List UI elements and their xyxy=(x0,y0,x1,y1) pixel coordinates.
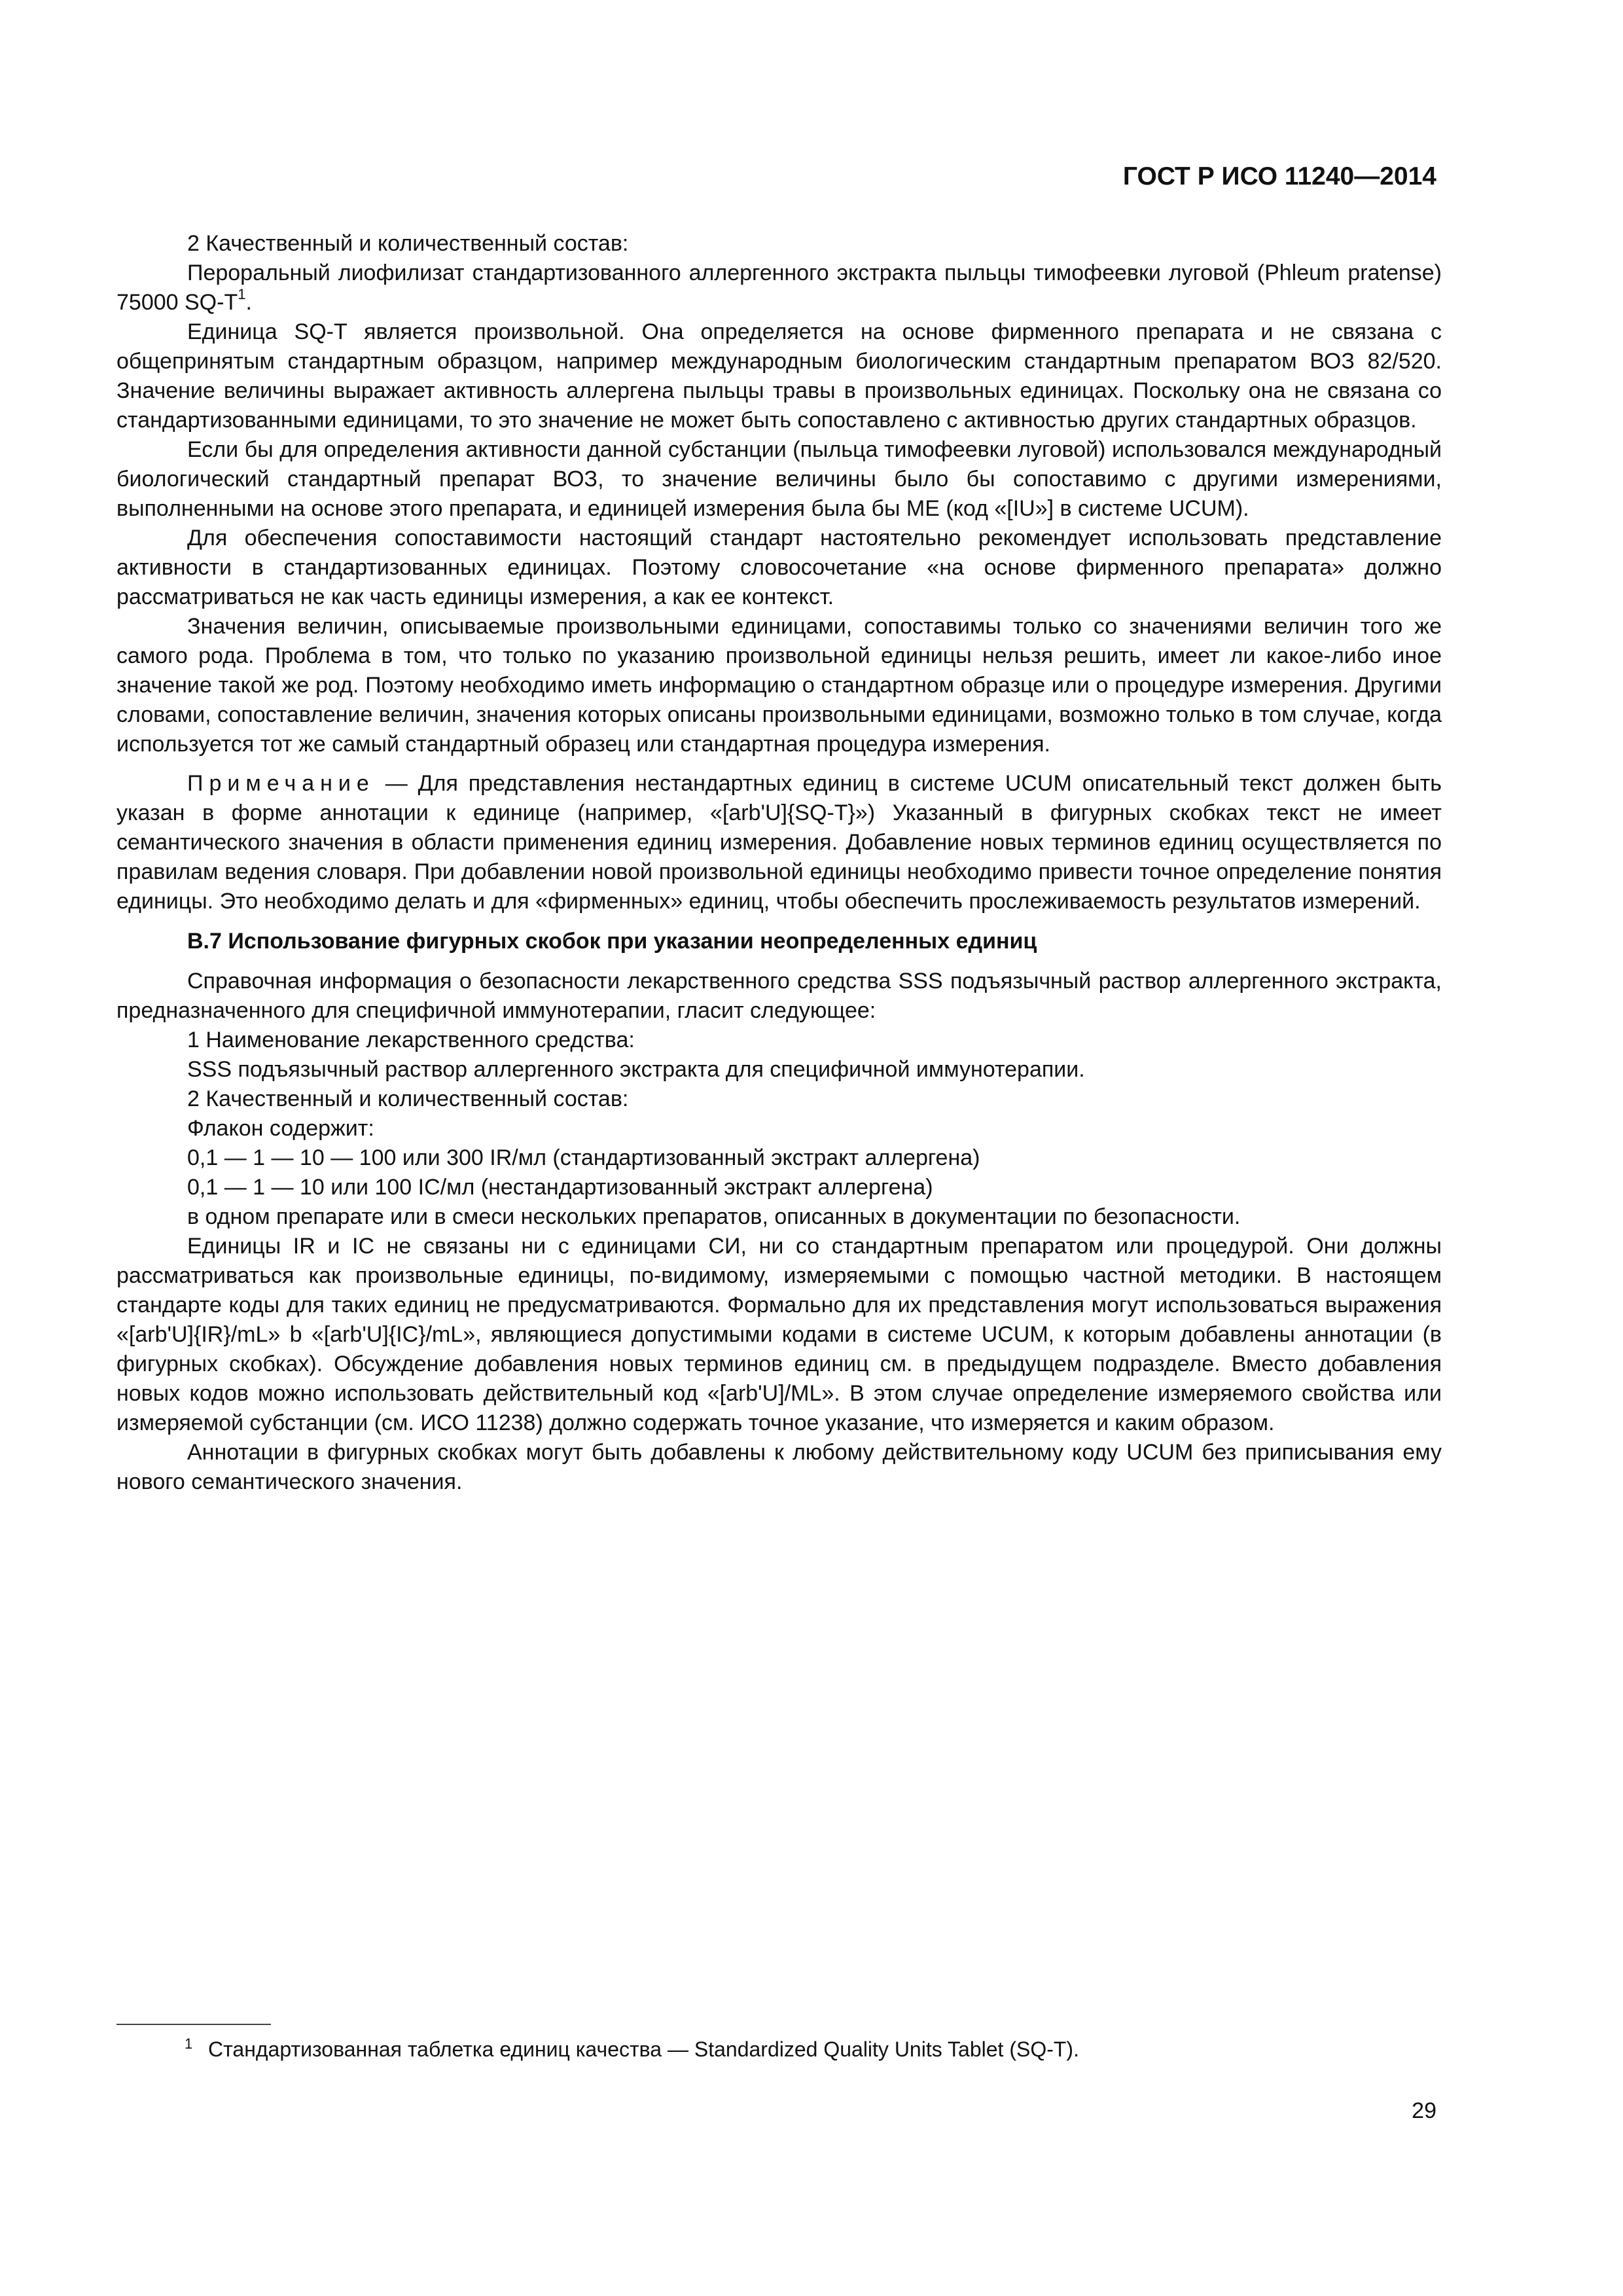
paragraph: SSS подъязычный раствор аллергенного экстракта для специфичной иммунотерапии. xyxy=(187,1057,1085,1082)
paragraph: Для обеспечения сопоставимости настоящий стандарт настоятельно рекомендует использовать представление активности в стандартизованных единицах. Поэтому словосочетание «на основе фирменного препарата» должно рассматриваться не как часть единицы измерения, а как ее контекст. xyxy=(116,526,1442,609)
page-number: 29 xyxy=(1412,2098,1436,2123)
note-label: Примечание xyxy=(187,771,375,796)
paragraph: в одном препарате или в смеси нескольких препаратов, описанных в документации по безопасности. xyxy=(187,1204,1241,1229)
paragraph: 0,1 — 1 — 10 или 100 IC/мл (нестандартизованный экстракт аллергена) xyxy=(187,1175,933,1200)
footnote-mark: 1 xyxy=(185,2036,193,2052)
paragraph: Единица SQ-T является произвольной. Она определяется на основе фирменного препарата и не связана с общепринятым стандартным образцом, например международным биологическим стандартным препаратом ВОЗ 82/520. Значение величины выражает активность аллергена пыльцы травы в произвольных единицах. Поскольку она не связана со стандартизованными единицами, то это значение не может быть сопоставлено с активностью других стандартных образцов. xyxy=(116,319,1442,433)
section-heading: В.7 Использование фигурных скобок при указании неопределенных единиц xyxy=(187,929,1037,954)
footnote-reference: 1 xyxy=(238,285,246,302)
note-text: — Для представления нестандартных единиц в системе UCUM описательный текст должен быть указан в форме аннотации к единице (например, «[arb'U]{SQ-T}») Указанный в фигурных скобках текст не имеет семантического значения в области применения единиц измерения. Добавление новых терминов единиц осуществляется по правилам ведения словаря. При добавлении новой произвольной единицы необходимо привести точное определение понятия единицы. Это необходимо делать и для «фирменных» единиц, чтобы обеспечить прослеживаемость результатов измерений. xyxy=(116,771,1442,914)
paragraph: 2 Качественный и количественный состав: xyxy=(187,1086,629,1111)
footnote-text: Стандартизованная таблетка единиц качества — Standardized Quality Units Tablet (SQ-T). xyxy=(208,2037,1079,2061)
paragraph xyxy=(116,259,1442,317)
paragraph: Если бы для определения активности данной субстанции (пыльца тимофеевки луговой) использовался международный биологический стандартный препарат ВОЗ, то значение величины было бы сопоставимо с другими измерениями, выполненными на основе этого препарата, и единицей измерения была бы МЕ (код «[IU»] в системе UCUM). xyxy=(116,437,1442,521)
note xyxy=(116,769,1442,916)
paragraph: Справочная информация о безопасности лекарственного средства SSS подъязычный раствор аллергенного экстракта, предназначенного для специфичной иммунотерапии, гласит следующее: xyxy=(116,969,1442,1023)
body-text xyxy=(116,229,1442,1497)
paragraph-text: Пероральный лиофилизат стандартизованного аллергенного экстракта пыльцы тимофеевки луговой (Phleum pratense) 75000 SQ-T xyxy=(116,260,1442,315)
standard-code-header: ГОСТ Р ИСО 11240—2014 xyxy=(1122,162,1436,190)
paragraph-end: . xyxy=(245,290,252,315)
paragraph: 1 Наименование лекарственного средства: xyxy=(187,1028,635,1052)
paragraph: Флакон содержит: xyxy=(187,1116,374,1141)
paragraph: Единицы IR и IC не связаны ни с единицами СИ, ни со стандартным препаратом или процедурой. Они должны рассматриваться как произвольные единицы, по-видимому, измеряемыми с помощью частной методики. В настоящем стандарте коды для таких единиц не предусматриваются. Формально для их представления могут использоваться выражения «[arb'U]{IR}/mL» b «[arb'U]{IC}/mL», являющиеся допустимыми кодами в системе UCUM, к которым добавлены аннотации (в фигурных скобках). Обсуждение добавления новых терминов единиц см. в предыдущем подразделе. Вместо добавления новых кодов можно использовать действительный код «[arb'U]/ML». В этом случае определение измеряемого свойства или измеряемой субстанции (см. ИСО 11238) должно содержать точное указание, что измеряется и каким образом. xyxy=(116,1234,1442,1435)
paragraph: Значения величин, описываемые произвольными единицами, сопоставимы только со значениями величин того же самого рода. Проблема в том, что только по указанию произвольной единицы нельзя решить, имеет ли какое-либо иное значение такой же род. Поэтому необходимо иметь информацию о стандартном образце или о процедуре измерения. Другими словами, сопоставление величин, значения которых описаны произвольными единицами, возможно только в том случае, когда используется тот же самый стандартный образец или стандартная процедура измерения. xyxy=(116,614,1442,757)
paragraph: 0,1 — 1 — 10 — 100 или 300 IR/мл (стандартизованный экстракт аллергена) xyxy=(187,1145,980,1170)
paragraph: 2 Качественный и количественный состав: xyxy=(187,231,629,256)
paragraph: Аннотации в фигурных скобках могут быть добавлены к любому действительному коду UCUM без приписывания ему нового семантического значения. xyxy=(116,1440,1442,1494)
footnote-divider xyxy=(116,2024,271,2025)
